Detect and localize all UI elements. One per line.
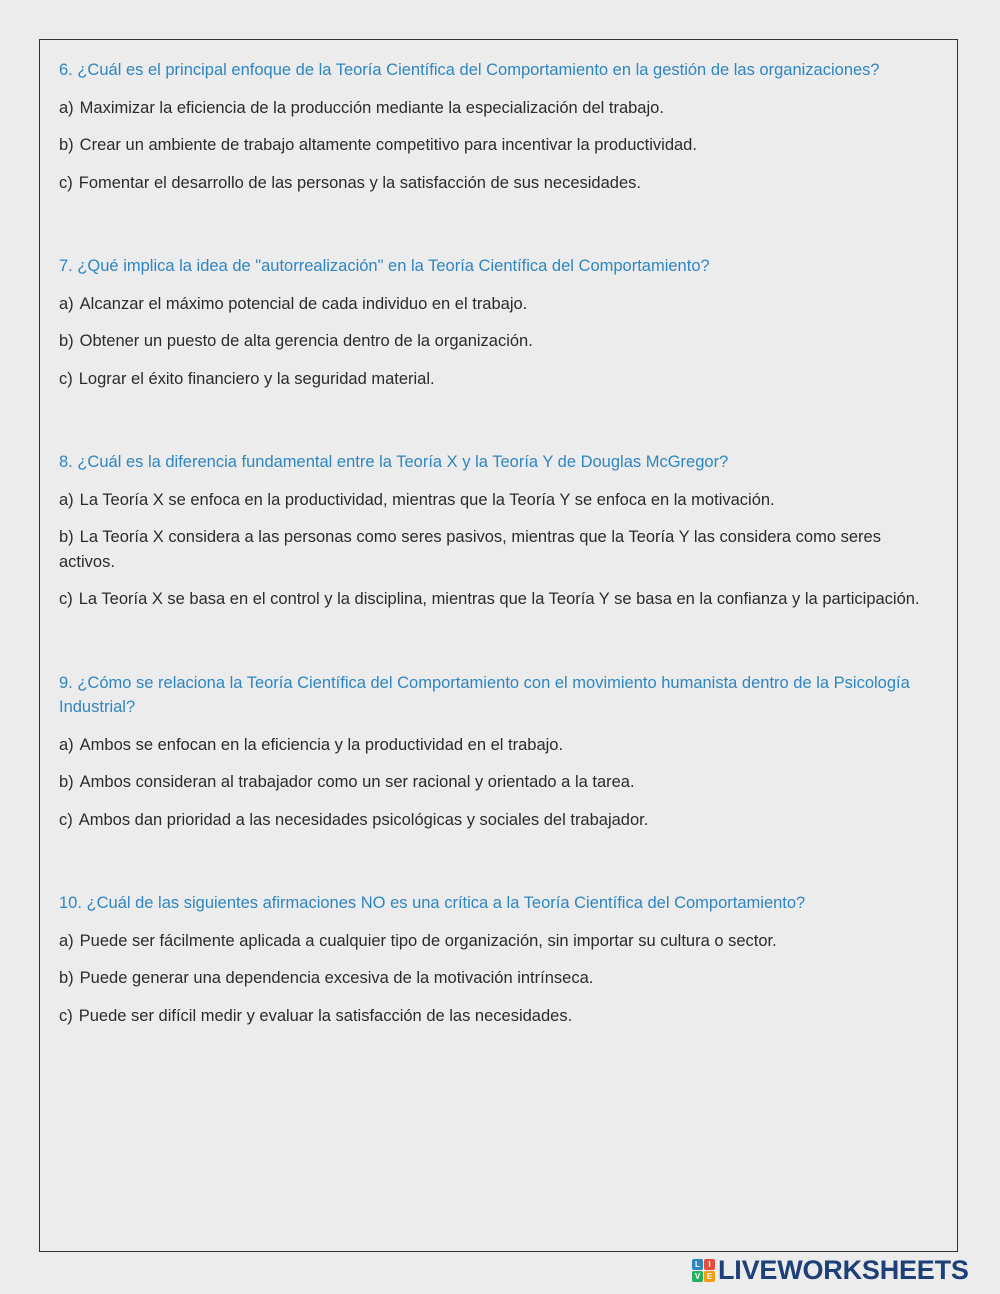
option-letter: b) bbox=[59, 136, 74, 154]
question-10 bbox=[59, 891, 939, 1028]
liveworksheets-logo[interactable] bbox=[692, 1257, 969, 1283]
logo-cell: L bbox=[692, 1259, 703, 1270]
option-b[interactable] bbox=[59, 329, 939, 354]
option-letter: b) bbox=[59, 773, 74, 791]
option-b[interactable] bbox=[59, 525, 939, 574]
option-text: Obtener un puesto de alta gerencia dentro de la organización. bbox=[79, 332, 533, 350]
option-text: Crear un ambiente de trabajo altamente competitivo para incentivar la productividad. bbox=[79, 136, 697, 154]
question-9 bbox=[59, 671, 939, 833]
option-text: Ambos se enfocan en la eficiencia y la productividad en el trabajo. bbox=[79, 735, 564, 754]
option-text: La Teoría X considera a las personas como seres pasivos, mientras que la Teoría Y las considera como seres activos. bbox=[59, 528, 881, 571]
option-letter: a) bbox=[59, 294, 74, 313]
option-c[interactable] bbox=[59, 587, 939, 612]
option-text: Puede ser difícil medir y evaluar la satisfacción de las necesidades. bbox=[78, 1006, 573, 1025]
question-text: 8. ¿Cuál es la diferencia fundamental entre la Teoría X y la Teoría Y de Douglas McGregor? bbox=[59, 453, 729, 471]
logo-text: LIVEWORKSHEETS bbox=[718, 1255, 969, 1285]
option-letter: c) bbox=[59, 590, 73, 608]
option-text: Puede generar una dependencia excesiva de la motivación intrínseca. bbox=[79, 969, 594, 987]
option-text: La Teoría X se enfoca en la productividad, mientras que la Teoría Y se enfoca en la motivación. bbox=[79, 490, 775, 509]
logo-cell: E bbox=[704, 1271, 715, 1282]
option-b[interactable] bbox=[59, 770, 939, 795]
option-b[interactable] bbox=[59, 133, 939, 158]
option-letter: a) bbox=[59, 98, 74, 117]
option-c[interactable] bbox=[59, 367, 939, 392]
option-letter: b) bbox=[59, 332, 74, 350]
option-a[interactable] bbox=[59, 929, 939, 954]
option-letter: a) bbox=[59, 490, 74, 509]
option-c[interactable] bbox=[59, 1004, 939, 1029]
question-6 bbox=[59, 58, 939, 195]
option-text: La Teoría X se basa en el control y la disciplina, mientras que la Teoría Y se basa en la confianza y la participación. bbox=[78, 590, 920, 608]
option-a[interactable] bbox=[59, 733, 939, 758]
logo-cell: V bbox=[692, 1271, 703, 1282]
question-list bbox=[59, 58, 939, 1087]
question-8 bbox=[59, 450, 939, 612]
option-text: Alcanzar el máximo potencial de cada individuo en el trabajo. bbox=[79, 294, 528, 313]
option-letter: c) bbox=[59, 173, 73, 192]
option-text: Lograr el éxito financiero y la seguridad material. bbox=[78, 369, 435, 388]
option-text: Puede ser fácilmente aplicada a cualquier tipo de organización, sin importar su cultura o sector. bbox=[79, 931, 777, 950]
logo-cell: I bbox=[704, 1259, 715, 1270]
option-text: Fomentar el desarrollo de las personas y la satisfacción de sus necesidades. bbox=[78, 173, 641, 192]
question-text: 9. ¿Cómo se relaciona la Teoría Científica del Comportamiento con el movimiento humanista dentro de la Psicología Industrial? bbox=[59, 673, 910, 716]
option-letter: c) bbox=[59, 810, 73, 829]
option-letter: c) bbox=[59, 1006, 73, 1025]
option-letter: b) bbox=[59, 528, 74, 546]
option-a[interactable] bbox=[59, 292, 939, 317]
option-c[interactable] bbox=[59, 171, 939, 196]
option-c[interactable] bbox=[59, 808, 939, 833]
option-text: Ambos consideran al trabajador como un ser racional y orientado a la tarea. bbox=[79, 773, 635, 791]
option-letter: b) bbox=[59, 969, 74, 987]
option-b[interactable] bbox=[59, 966, 939, 991]
option-a[interactable] bbox=[59, 488, 939, 513]
question-7 bbox=[59, 254, 939, 391]
question-text: 7. ¿Qué implica la idea de "autorrealización" en la Teoría Científica del Comportamiento? bbox=[59, 257, 710, 275]
option-text: Maximizar la eficiencia de la producción mediante la especialización del trabajo. bbox=[79, 98, 664, 117]
question-text: 10. ¿Cuál de las siguientes afirmaciones NO es una crítica a la Teoría Científica del Comportamiento? bbox=[59, 894, 806, 912]
option-text: Ambos dan prioridad a las necesidades psicológicas y sociales del trabajador. bbox=[78, 810, 649, 829]
option-letter: a) bbox=[59, 735, 74, 754]
option-letter: a) bbox=[59, 931, 74, 950]
option-a[interactable] bbox=[59, 96, 939, 121]
logo-icon bbox=[692, 1259, 715, 1282]
option-letter: c) bbox=[59, 369, 73, 388]
question-text: 6. ¿Cuál es el principal enfoque de la Teoría Científica del Comportamiento en la gestión de las organizaciones? bbox=[59, 61, 880, 79]
